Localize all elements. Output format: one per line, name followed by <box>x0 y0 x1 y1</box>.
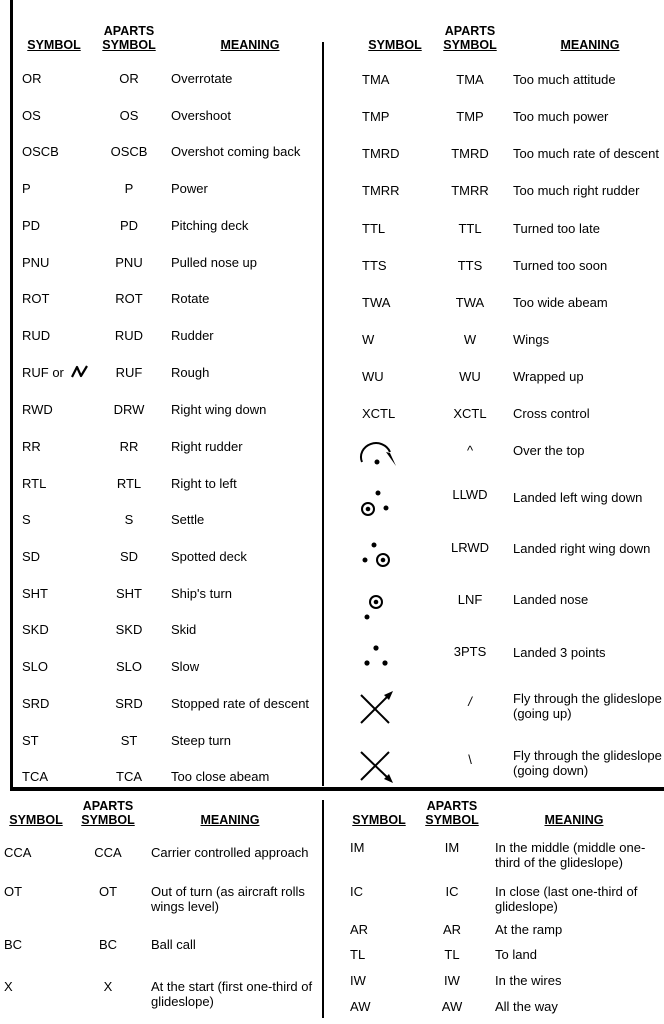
symbol-cell: PD <box>22 218 41 233</box>
symbol-cell: SKD <box>22 622 49 637</box>
landed-left-wing-down-icon <box>358 488 394 520</box>
meaning-cell: Too much right rudder <box>513 183 640 198</box>
meaning-cell: Fly through the glideslope (going up) <box>513 691 662 721</box>
meaning-cell: Cross control <box>513 406 590 421</box>
meaning-cell: Wings <box>513 332 550 347</box>
symbol-cell: AR <box>350 922 369 937</box>
aparts-cell: AW <box>441 999 463 1014</box>
aparts-cell: SKD <box>115 622 143 637</box>
aparts-cell: LNF <box>457 592 483 607</box>
meaning-cell: Rotate <box>171 291 210 306</box>
aparts-cell: SD <box>119 549 139 564</box>
symbol-cell: IW <box>350 973 366 988</box>
symbol-cell: PNU <box>22 255 50 270</box>
symbol-cell: BC <box>4 937 23 952</box>
header-meaning-left: MEANING <box>220 38 280 52</box>
symbol-cell: RTL <box>22 476 47 491</box>
rough-squiggle-icon <box>71 365 89 379</box>
aparts-cell: PNU <box>115 255 143 270</box>
meaning-cell: Skid <box>171 622 197 637</box>
meaning-cell: Rudder <box>171 328 214 343</box>
meaning-cell: Too much attitude <box>513 72 616 87</box>
fly-through-down-icon <box>358 748 396 784</box>
meaning-cell: Overshoot <box>171 108 231 123</box>
meaning-cell: Too wide abeam <box>513 295 608 310</box>
aparts-cell: TMA <box>456 72 484 87</box>
column-divider-bottom <box>322 800 324 1018</box>
symbol-cell: TTS <box>362 258 387 273</box>
aparts-cell: OR <box>119 71 139 86</box>
aparts-cell: ^ <box>466 443 474 458</box>
symbol-cell: OS <box>22 108 41 123</box>
meaning-cell: Over the top <box>513 443 585 458</box>
symbol-cell: SHT <box>22 586 48 601</box>
aparts-cell: S <box>124 512 134 527</box>
symbol-cell: RUD <box>22 328 51 343</box>
symbol-cell: RR <box>22 439 41 454</box>
symbol-cell: W <box>362 332 375 347</box>
meaning-cell: Steep turn <box>171 733 231 748</box>
meaning-cell: At the start (first one-third of glideslope) <box>151 979 313 1009</box>
aparts-cell: X <box>103 979 113 994</box>
symbol-cell: RUF or <box>22 365 89 380</box>
aparts-cell: AR <box>442 922 462 937</box>
column-divider-top <box>322 42 324 786</box>
meaning-cell: Slow <box>171 659 200 674</box>
symbol-cell: AW <box>350 999 371 1014</box>
symbol-cell: XCTL <box>362 406 396 421</box>
symbol-cell: TMA <box>362 72 390 87</box>
aparts-cell: OSCB <box>110 144 148 159</box>
fly-through-up-icon <box>358 690 396 726</box>
meaning-cell: Ball call <box>151 937 196 952</box>
meaning-cell: In the wires <box>495 973 562 988</box>
top-box-left-border <box>10 0 13 790</box>
meaning-cell: Right to left <box>171 476 237 491</box>
meaning-cell: Fly through the glideslope (going down) <box>513 748 662 778</box>
symbol-cell: ST <box>22 733 39 748</box>
symbol-cell: SRD <box>22 696 50 711</box>
aparts-cell: \ <box>468 752 472 767</box>
meaning-cell: Rough <box>171 365 210 380</box>
aparts-cell: XCTL <box>453 406 487 421</box>
meaning-cell: Landed 3 points <box>513 645 606 660</box>
aparts-cell: RUD <box>114 328 144 343</box>
aparts-cell: LRWD <box>450 540 490 555</box>
landed-right-wing-down-icon <box>358 540 394 572</box>
meaning-cell: Right wing down <box>171 402 267 417</box>
aparts-cell: TWA <box>455 295 485 310</box>
aparts-cell: CCA <box>94 845 122 860</box>
symbol-cell: TL <box>350 947 366 962</box>
symbol-cell: TWA <box>362 295 391 310</box>
aparts-cell: TMRD <box>451 146 489 161</box>
meaning-cell: Power <box>171 181 208 196</box>
aparts-cell: OS <box>119 108 139 123</box>
meaning-cell: Landed right wing down <box>513 541 651 556</box>
aparts-cell: LLWD <box>452 487 488 502</box>
aparts-cell: TMP <box>456 109 484 124</box>
symbol-cell: OT <box>4 884 23 899</box>
meaning-cell: Carrier controlled approach <box>151 845 309 860</box>
symbol-cell: OSCB <box>22 144 59 159</box>
aparts-cell: SHT <box>116 586 142 601</box>
symbol-cell: TMRD <box>362 146 400 161</box>
meaning-cell: Too much rate of descent <box>513 146 659 161</box>
landed-3-points-icon <box>358 642 394 670</box>
section-divider <box>10 787 664 791</box>
aparts-cell: DRW <box>113 402 145 417</box>
symbol-cell: IM <box>350 840 365 855</box>
meaning-cell: Settle <box>171 512 205 527</box>
aparts-cell: OT <box>98 884 118 899</box>
aparts-cell: TL <box>444 947 460 962</box>
header-symbol-bottom-left: SYMBOL <box>9 813 63 827</box>
landed-nose-icon <box>358 590 394 622</box>
aparts-cell: TCA <box>116 769 142 784</box>
aparts-cell: / <box>468 694 472 709</box>
meaning-cell: In the middle (middle one-third of the glideslope) <box>495 840 646 870</box>
aparts-cell: W <box>463 332 477 347</box>
meaning-cell: Pulled nose up <box>171 255 258 270</box>
symbol-cell: P <box>22 181 31 196</box>
meaning-cell: Stopped rate of descent <box>171 696 310 711</box>
meaning-cell: Too close abeam <box>171 769 270 784</box>
aparts-cell: RR <box>119 439 139 454</box>
meaning-cell: Pitching deck <box>171 218 249 233</box>
meaning-cell: Turned too late <box>513 221 600 236</box>
meaning-cell: Wrapped up <box>513 369 584 384</box>
over-the-top-icon <box>358 440 400 468</box>
aparts-cell: TTS <box>457 258 483 273</box>
aparts-cell: IC <box>445 884 459 899</box>
aparts-cell: ROT <box>115 291 143 306</box>
meaning-cell: Landed left wing down <box>513 490 643 505</box>
symbol-cell: IC <box>350 884 363 899</box>
meaning-cell: Turned too soon <box>513 258 608 273</box>
symbol-cell: ROT <box>22 291 50 306</box>
meaning-cell: All the way <box>495 999 558 1014</box>
meaning-cell: Too much power <box>513 109 609 124</box>
header-aparts-bottom-right: APARTS SYMBOL <box>425 799 479 827</box>
aparts-cell: SRD <box>115 696 143 711</box>
aparts-cell: TMRR <box>451 183 489 198</box>
meaning-cell: Out of turn (as aircraft rolls wings level) <box>151 884 305 914</box>
aparts-cell: IM <box>444 840 460 855</box>
aparts-cell: 3PTS <box>453 644 487 659</box>
aparts-cell: SLO <box>115 659 142 674</box>
symbol-cell: X <box>4 979 13 994</box>
meaning-cell: To land <box>495 947 537 962</box>
symbol-cell: TTL <box>362 221 386 236</box>
aparts-cell: RUF <box>115 365 143 380</box>
aparts-cell: TTL <box>458 221 482 236</box>
symbol-cell: RWD <box>22 402 53 417</box>
meaning-cell: Overrotate <box>171 71 233 86</box>
symbol-cell: TMP <box>362 109 390 124</box>
aparts-cell: P <box>124 181 134 196</box>
header-meaning-bottom-right: MEANING <box>544 813 604 827</box>
symbol-cell: WU <box>362 369 384 384</box>
header-meaning-right: MEANING <box>560 38 620 52</box>
symbol-cell: SLO <box>22 659 49 674</box>
header-aparts-right: APARTS SYMBOL <box>443 24 497 52</box>
aparts-cell: RTL <box>116 476 142 491</box>
aparts-cell: IW <box>444 973 460 988</box>
header-symbol-left: SYMBOL <box>27 38 81 52</box>
header-aparts-bottom-left: APARTS SYMBOL <box>81 799 135 827</box>
meaning-cell: In close (last one-third of glideslope) <box>495 884 638 914</box>
meaning-cell: Ship's turn <box>171 586 233 601</box>
meaning-cell: Landed nose <box>513 592 589 607</box>
meaning-cell: At the ramp <box>495 922 563 937</box>
aparts-cell: WU <box>459 369 481 384</box>
meaning-cell: Right rudder <box>171 439 243 454</box>
symbol-cell: TCA <box>22 769 48 784</box>
aparts-cell: PD <box>119 218 139 233</box>
symbol-cell: TMRR <box>362 183 400 198</box>
meaning-cell: Spotted deck <box>171 549 247 564</box>
symbol-cell: OR <box>22 71 42 86</box>
meaning-cell: Overshot coming back <box>171 144 301 159</box>
symbol-cell: S <box>22 512 31 527</box>
header-meaning-bottom-left: MEANING <box>200 813 260 827</box>
header-aparts-left: APARTS SYMBOL <box>102 24 156 52</box>
header-symbol-right: SYMBOL <box>368 38 422 52</box>
symbol-cell: CCA <box>4 845 32 860</box>
header-symbol-bottom-right: SYMBOL <box>352 813 406 827</box>
aparts-cell: BC <box>98 937 118 952</box>
aparts-cell: ST <box>120 733 138 748</box>
symbol-cell: SD <box>22 549 41 564</box>
